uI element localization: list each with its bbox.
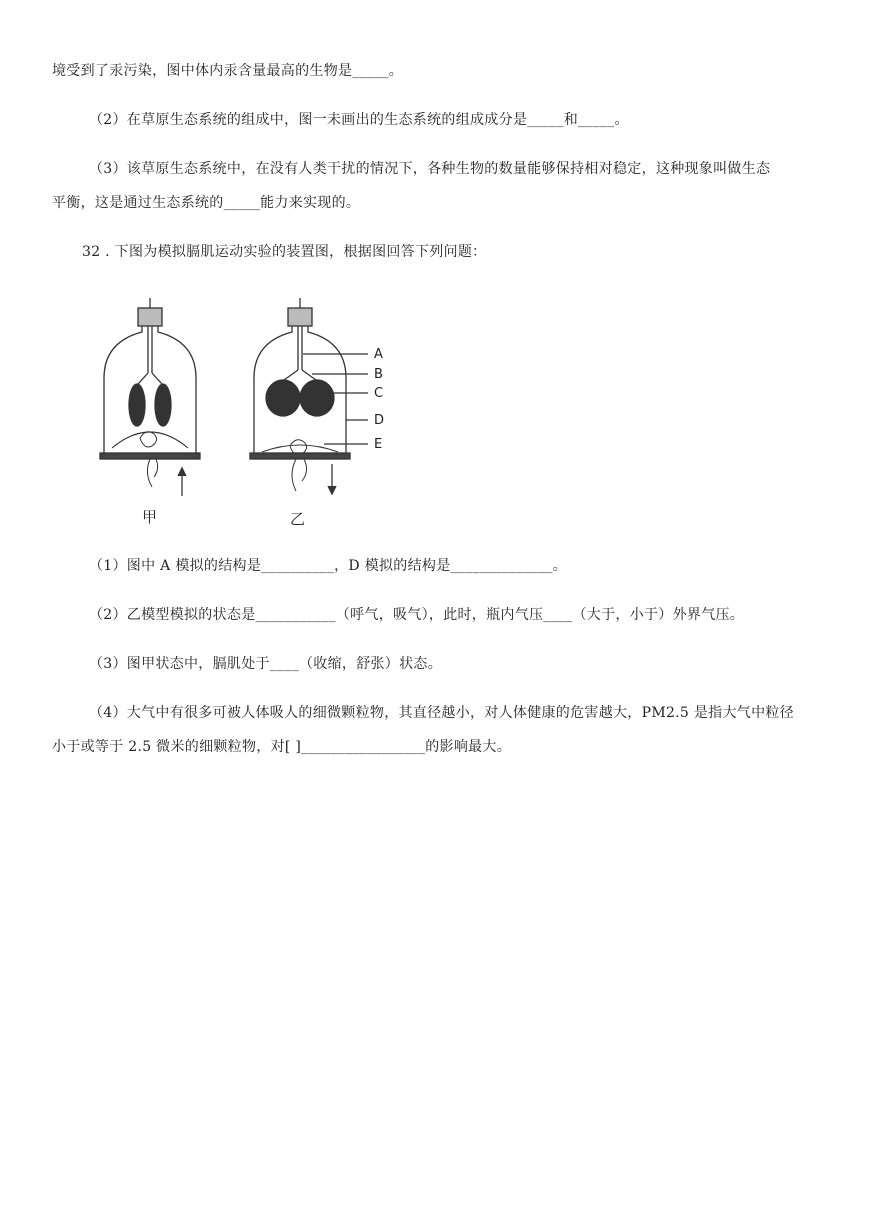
label-b: B — [374, 367, 383, 382]
label-c: C — [374, 386, 384, 401]
question-31-part-2: （2）在草原生态系统的组成中，图一未画出的生态系统的组成成分是_____和_____。 — [89, 112, 629, 128]
label-d: D — [374, 413, 385, 428]
question-32-part-3: （3）图甲状态中，膈肌处于____（收缩，舒张）状态。 — [89, 656, 443, 672]
diaphragm-model-figure — [90, 288, 420, 538]
question-32-part-2: （2）乙模型模拟的状态是___________（呼气，吸气），此时，瓶内气压____（大于，小于）外界气压。 — [89, 607, 745, 623]
bell-jar-yi — [250, 298, 368, 494]
question-32-part-1: （1）图中 A 模拟的结构是__________，D 模拟的结构是______________。 — [89, 558, 567, 574]
question-31-continued-line: 境受到了汞污染，图中体内汞含量最高的生物是_____。 — [52, 63, 404, 79]
question-31-part-3-line2: 平衡，这是通过生态系统的_____能力来实现的。 — [52, 195, 361, 211]
label-e: E — [374, 437, 383, 452]
question-32-part-4-line2: 小于或等于 2.5 微米的细颗粒物，对[ ]_________________的影响最大。 — [52, 739, 512, 755]
caption-jia: 甲 — [142, 508, 158, 526]
question-31-part-3-line1: （3）该草原生态系统中，在没有人类干扰的情况下，各种生物的数量能够保持相对稳定，这种现象叫做生态 — [89, 161, 771, 177]
question-32-part-4-line1: （4）大气中有很多可被人体吸人的细微颗粒物，其直径越小，对人体健康的危害越大，PM2.5 是指大气中粒径 — [89, 705, 794, 721]
caption-yi: 乙 — [290, 510, 306, 528]
bell-jar-jia — [100, 298, 200, 496]
question-32-stem: 32 . 下图为模拟膈肌运动实验的装置图，根据图回答下列问题： — [82, 244, 487, 260]
label-a: A — [374, 347, 383, 362]
